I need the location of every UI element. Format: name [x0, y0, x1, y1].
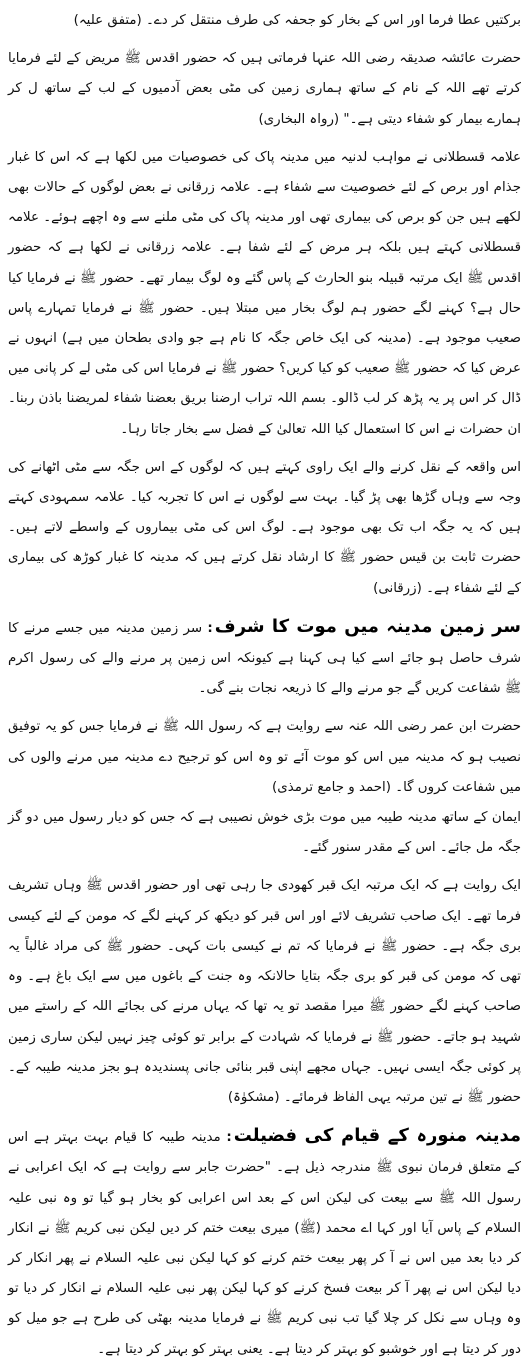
paragraph-6: [8, 871, 521, 1113]
paragraph-text: حضرت عائشہ صدیقہ رضی اللہ عنہا فرماتی ہیں کہ حضور اقدس ﷺ مریض کے لئے فرمایا کرتے تھے اللہ کے نام کے ساتھ ہماری زمین کی مٹی بعض آدمیوں کے لب کے ساتھ ل کر ہمارے بیمار کو شفاء دیتی ہے۔": [8, 51, 521, 127]
section-text: سر زمین مدینہ میں جسے مرنے کا شرف حاصل ہو جائے اسے کیا ہی کہنا ہے کیونکہ اس زمین پر مرنے والے کی رسول اکرم ﷺ شفاعت کریں گے جو مرنے والے کا ذریعہ نجات بنے گی۔: [8, 620, 521, 697]
reference-citation: (رواہ البخاری): [258, 111, 340, 127]
reference-citation: (مشکوٰۃ): [227, 1089, 280, 1105]
paragraph-5: [8, 712, 521, 803]
paragraph-1: [8, 6, 521, 36]
section-residence-in-madinah: [8, 1121, 521, 1365]
paragraph-text: ایک روایت ہے کہ ایک مرتبہ ایک قبر کھودی جا رہی تھی اور حضور اقدس ﷺ وہاں تشریف فرما تھے۔ ایک صاحب تشریف لائے اور اس قبر کو دیکھ کر کہنے لگے کہ مومن کے لئے کیسی بری جگہ ہے۔ حضور ﷺ نے فرمایا کہ تم نے کیسی بات کہی۔ حضور ﷺ کی مراد غالباً یہ تھی کہ مومن کی قبر کو بری جگہ بتایا حالانکہ وہ جنت کے باغوں میں سے ایک باغ ہے۔ وہ صاحب کہنے لگے حضور ﷺ میرا مقصد تو یہ تھا کہ یہاں مرنے کی بجائے اللہ کے راستے میں شہید ہو جاتے۔ حضور ﷺ نے فرمایا کہ شہادت کے برابر تو کوئی چیز نہیں لیکن ساری زمین پر کوئی جگہ ایسی نہیں۔ جہاں مجھے اپنی قبر بنائی جانی پسندیدہ ہو بجز مدینہ طیبہ کے۔ حضور ﷺ نے تین مرتبہ یہی الفاظ فرمائے۔: [8, 878, 521, 1105]
reference-citation: (متفق علیہ): [73, 13, 142, 28]
paragraph-2: [8, 44, 521, 135]
paragraph-text: اس واقعہ کے نقل کرنے والے ایک راوی کہتے ہیں کہ لوگوں کے اس جگہ سے مٹی اٹھانے کی وجہ سے وہاں گڑھا بھی پڑ گیا۔ بہت سے لوگوں نے اس کا تجربہ کیا۔ علامہ سمہودی کہتے ہیں کہ یہ جگہ اب تک بھی موجود ہے۔ لوگ اس کی مٹی بیماروں کے واسطے لاتے ہیں۔ حضرت ثابت بن قیس حضور ﷺ کا ارشاد نقل کرتے ہیں کہ مدینہ کا غبار کوڑھ کی بیماری کے لئے شفاء ہے۔: [8, 459, 521, 596]
paragraph-text: علامہ قسطلانی نے مواہب لدنیہ میں مدینہ پاک کی خصوصیات میں لکھا ہے کہ اس کا غبار جذام اور برص کے لئے خصوصیت سے شفاء ہے۔ علامہ زرقانی نے بعض لوگوں کے حالات بھی لکھے ہیں جن کو برص کی بیماری تھی اور مدینہ پاک کی مٹی ملنے سے وہ اچھے ہوئے۔ علامہ قسطلانی کہتے ہیں بلکہ ہر مرض کے لئے شفا ہے۔ علامہ زرقانی نے لکھا ہے کہ حضور اقدس ﷺ ایک مرتبہ قبیلہ بنو الحارث کے پاس گئے وہ لوگ بیمار تھے۔ حضور ﷺ نے فرمایا کیا حال ہے؟ کہنے لگے حضور ہم لوگ بخار میں مبتلا ہیں۔ حضور ﷺ نے فرمایا تمہارے پاس صعیب موجود ہے۔ (مدینہ کی ایک خاص جگہ کا نام ہے جو وادی بطحان میں ہے) انہوں نے عرض کیا کہ حضور ﷺ صعیب کو کیا کریں؟ حضور ﷺ نے فرمایا اس کی مٹی لے کر پانی میں ڈال کر اس پر یہ پڑھ کر لب ڈالو۔ بسم اللہ تراب ارضنا بریق بعضنا شفاء لمریضنا باذن ربنا۔ ان حضرات نے اس کا استعمال کیا اللہ تعالیٰ کے فضل سے بخار جاتا رہا۔: [8, 149, 521, 437]
paragraph-text: حضرت ابن عمر رضی اللہ عنہ سے روایت ہے کہ رسول اللہ ﷺ نے فرمایا جس کو یہ توفیق نصیب ہو کہ مدینہ میں اس کو موت آئے تو وہ اس کو ترجیح دے مدینہ میں مرنے والوں کی میں شفاعت کروں گا۔: [8, 719, 521, 795]
section-death-in-madinah: [8, 612, 521, 705]
paragraph-text: ایمان کے ساتھ مدینہ طیبہ میں موت بڑی خوش نصیبی ہے کہ جس کو دیار رسول میں دو گز جگہ مل جائے۔ اس کے مقدر سنور گئے۔: [8, 810, 521, 856]
section-heading: مدینہ منورہ کے قیام کی فضیلت: [233, 1125, 521, 1147]
paragraph-3: [8, 143, 521, 445]
reference-citation: (احمد و جامع ترمذی): [272, 779, 391, 795]
heading-colon: :: [207, 620, 213, 636]
section-heading: سر زمین مدینہ میں موت کا شرف: [214, 615, 521, 637]
paragraph-4: [8, 453, 521, 604]
section-text: مدینہ طیبہ کا قیام بہت بہتر ہے اس کے متعلق فرمان نبوی ﷺ مندرجہ ذیل ہے۔ "حضرت جابر سے روایت ہے کہ ایک اعرابی نے رسول اللہ ﷺ سے بیعت کی لیکن اس کے بعد اس اعرابی کو بخار ہو گیا تو وہ نبی علیہ السلام کے پاس آیا اور کہا اے محمد (ﷺ) میری بیعت ختم کر دیں لیکن نبی کریم ﷺ نے انکار کر دیا بعد میں اس نے آ کر پھر بیعت ختم کرنے کو کہا لیکن نبی علیہ السلام نے پھر انکار کر دیا لیکن اس نے پھر آ کر بیعت فسخ کرنے کو کہا لیکن پھر نبی علیہ السلام نے انکار کر دیا تو وہ وہاں سے نکل کر چلا گیا تب نبی کریم ﷺ نے فرمایا مدینہ بھٹی کی طرح ہے جو میل کو دور کر دیتا ہے اور خوشبو کو بہتر کر دیتا ہے۔ یعنی بہتر کو بہتر کر دیتا ہے۔: [8, 1130, 521, 1357]
reference-citation: (زرقانی): [373, 580, 422, 596]
paragraph-text: برکتیں عطا فرما اور اس کے بخار کو جحفہ کی طرف منتقل کر دے۔: [146, 13, 521, 28]
paragraph-5b: [8, 803, 521, 863]
heading-colon: :: [226, 1130, 232, 1146]
